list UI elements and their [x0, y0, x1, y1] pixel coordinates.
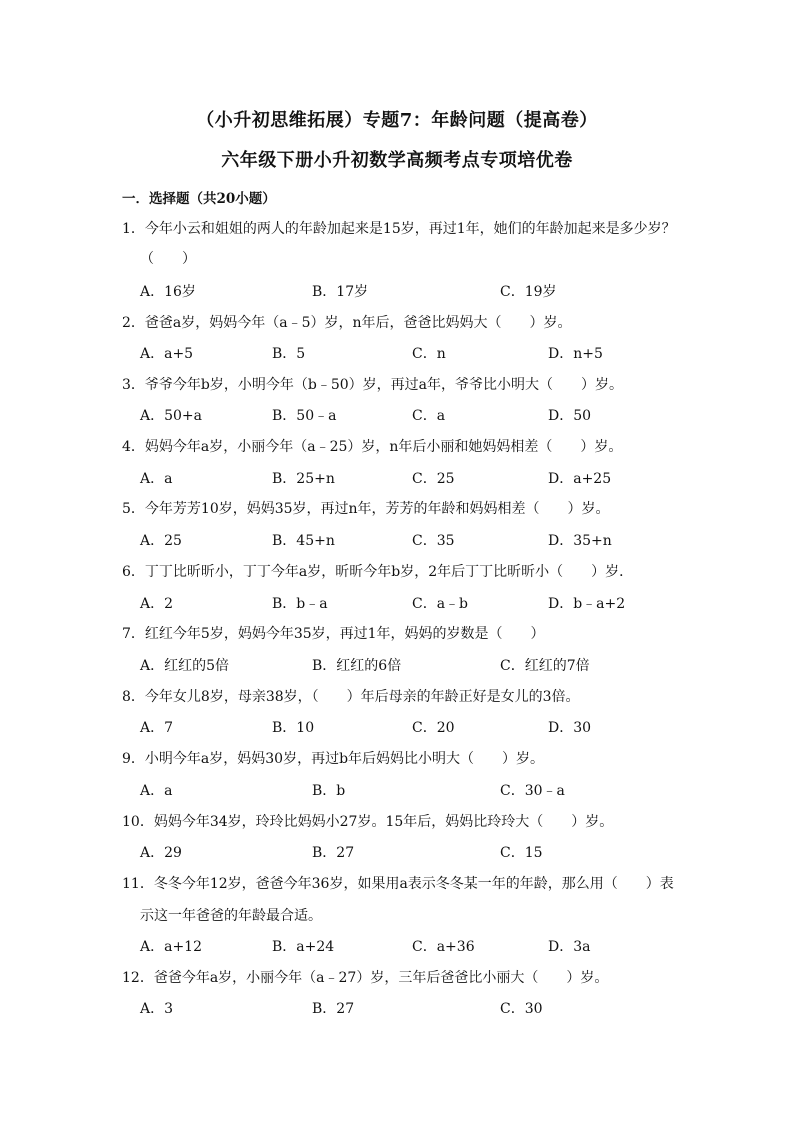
question-1-option-c: C．19岁 [500, 284, 557, 300]
page-title: （小升初思维拓展）专题7：年龄问题（提高卷） [196, 110, 598, 131]
question-7-option-a: A．红红的5倍 [140, 658, 230, 674]
question-6-option-b: B．b﹣a [272, 596, 328, 612]
question-5-option-a: A．25 [140, 533, 182, 549]
question-2-option-a: A．a+5 [140, 346, 194, 362]
question-2-text: 2．爸爸a岁，妈妈今年（a﹣5）岁，n年后，爸爸比妈妈大（ ）岁。 [122, 315, 572, 331]
question-2-option-d: D．n+5 [548, 346, 603, 362]
question-11-option-d: D．3a [548, 939, 591, 955]
question-11-text: 11．冬冬今年12岁，爸爸今年36岁，如果用a表示冬冬某一年的年龄，那么用（ ）表 [122, 876, 674, 892]
question-4-option-b: B．25+n [272, 471, 335, 487]
question-4-option-c: C．25 [412, 471, 455, 487]
question-8-option-b: B．10 [272, 720, 315, 736]
question-6-option-a: A．2 [140, 596, 174, 612]
question-6-option-d: D．b﹣a+2 [548, 596, 626, 612]
question-1-option-b: B．17岁 [312, 284, 369, 300]
question-12-option-a: A．3 [140, 1001, 174, 1017]
question-1-text-cont: （ ） [140, 251, 196, 267]
question-5-option-c: C．35 [412, 533, 455, 549]
question-3-option-a: A．50+a [140, 408, 203, 424]
page-subtitle: 六年级下册小升初数学高频考点专项培优卷 [221, 150, 573, 171]
question-4-option-a: A．a [140, 471, 173, 487]
question-5-option-b: B．45+n [272, 533, 335, 549]
question-11-option-c: C．a+36 [412, 939, 475, 955]
question-5-option-d: D．35+n [548, 533, 612, 549]
question-10-option-c: C．15 [500, 845, 543, 861]
question-12-option-c: C．30 [500, 1001, 543, 1017]
question-9-text: 9．小明今年a岁，妈妈30岁，再过b年后妈妈比小明大（ ）岁。 [122, 751, 545, 767]
question-7-option-b: B．红红的6倍 [312, 658, 402, 674]
question-8-option-d: D．30 [548, 720, 592, 736]
question-4-option-d: D．a+25 [548, 471, 612, 487]
question-1-text: 1．今年小云和姐姐的两人的年龄加起来是15岁，再过1年，她们的年龄加起来是多少岁？ [122, 221, 676, 237]
question-1-option-a: A．16岁 [140, 284, 196, 300]
question-11-option-b: B．a+24 [272, 939, 335, 955]
question-9-option-b: B．b [312, 783, 346, 799]
question-6-text: 6．丁丁比昕昕小，丁丁今年a岁，昕昕今年b岁，2年后丁丁比昕昕小（ ）岁． [122, 564, 634, 580]
question-2-option-c: C．n [412, 346, 446, 362]
question-11-text-cont: 示这一年爸爸的年龄最合适。 [140, 908, 322, 924]
question-8-option-c: C．20 [412, 720, 455, 736]
question-5-text: 5．今年芳芳10岁，妈妈35岁，再过n年，芳芳的年龄和妈妈相差（ ）岁。 [122, 501, 610, 517]
question-4-text: 4．妈妈今年a岁，小丽今年（a﹣25）岁，n年后小丽和她妈妈相差（ ）岁。 [122, 439, 623, 455]
question-6-option-c: C．a﹣b [412, 596, 469, 612]
question-7-text: 7．红红今年5岁，妈妈今年35岁，再过1年，妈妈的岁数是（ ） [122, 626, 545, 642]
section-heading: 一．选择题（共20小题） [122, 191, 276, 207]
question-2-option-b: B．5 [272, 346, 306, 362]
question-12-option-b: B．27 [312, 1001, 355, 1017]
question-11-option-a: A．a+12 [140, 939, 203, 955]
question-10-option-b: B．27 [312, 845, 355, 861]
question-3-option-b: B．50﹣a [272, 408, 337, 424]
question-10-text: 10．妈妈今年34岁，玲玲比妈妈小27岁。15年后，妈妈比玲玲大（ ）岁。 [122, 814, 614, 830]
question-7-option-c: C．红红的7倍 [500, 658, 590, 674]
question-10-option-a: A．29 [140, 845, 182, 861]
question-3-text: 3．爷爷今年b岁，小明今年（b﹣50）岁，再过a年，爷爷比小明大（ ）岁。 [122, 377, 623, 393]
question-8-text: 8．今年女儿8岁，母亲38岁，（ ）年后母亲的年龄正好是女儿的3倍。 [122, 689, 580, 705]
question-9-option-a: A．a [140, 783, 173, 799]
question-9-option-c: C．30﹣a [500, 783, 565, 799]
question-12-text: 12．爸爸今年a岁，小丽今年（a﹣27）岁，三年后爸爸比小丽大（ ）岁。 [122, 970, 609, 986]
question-8-option-a: A．7 [140, 720, 174, 736]
question-3-option-c: C．a [412, 408, 446, 424]
question-3-option-d: D．50 [548, 408, 592, 424]
